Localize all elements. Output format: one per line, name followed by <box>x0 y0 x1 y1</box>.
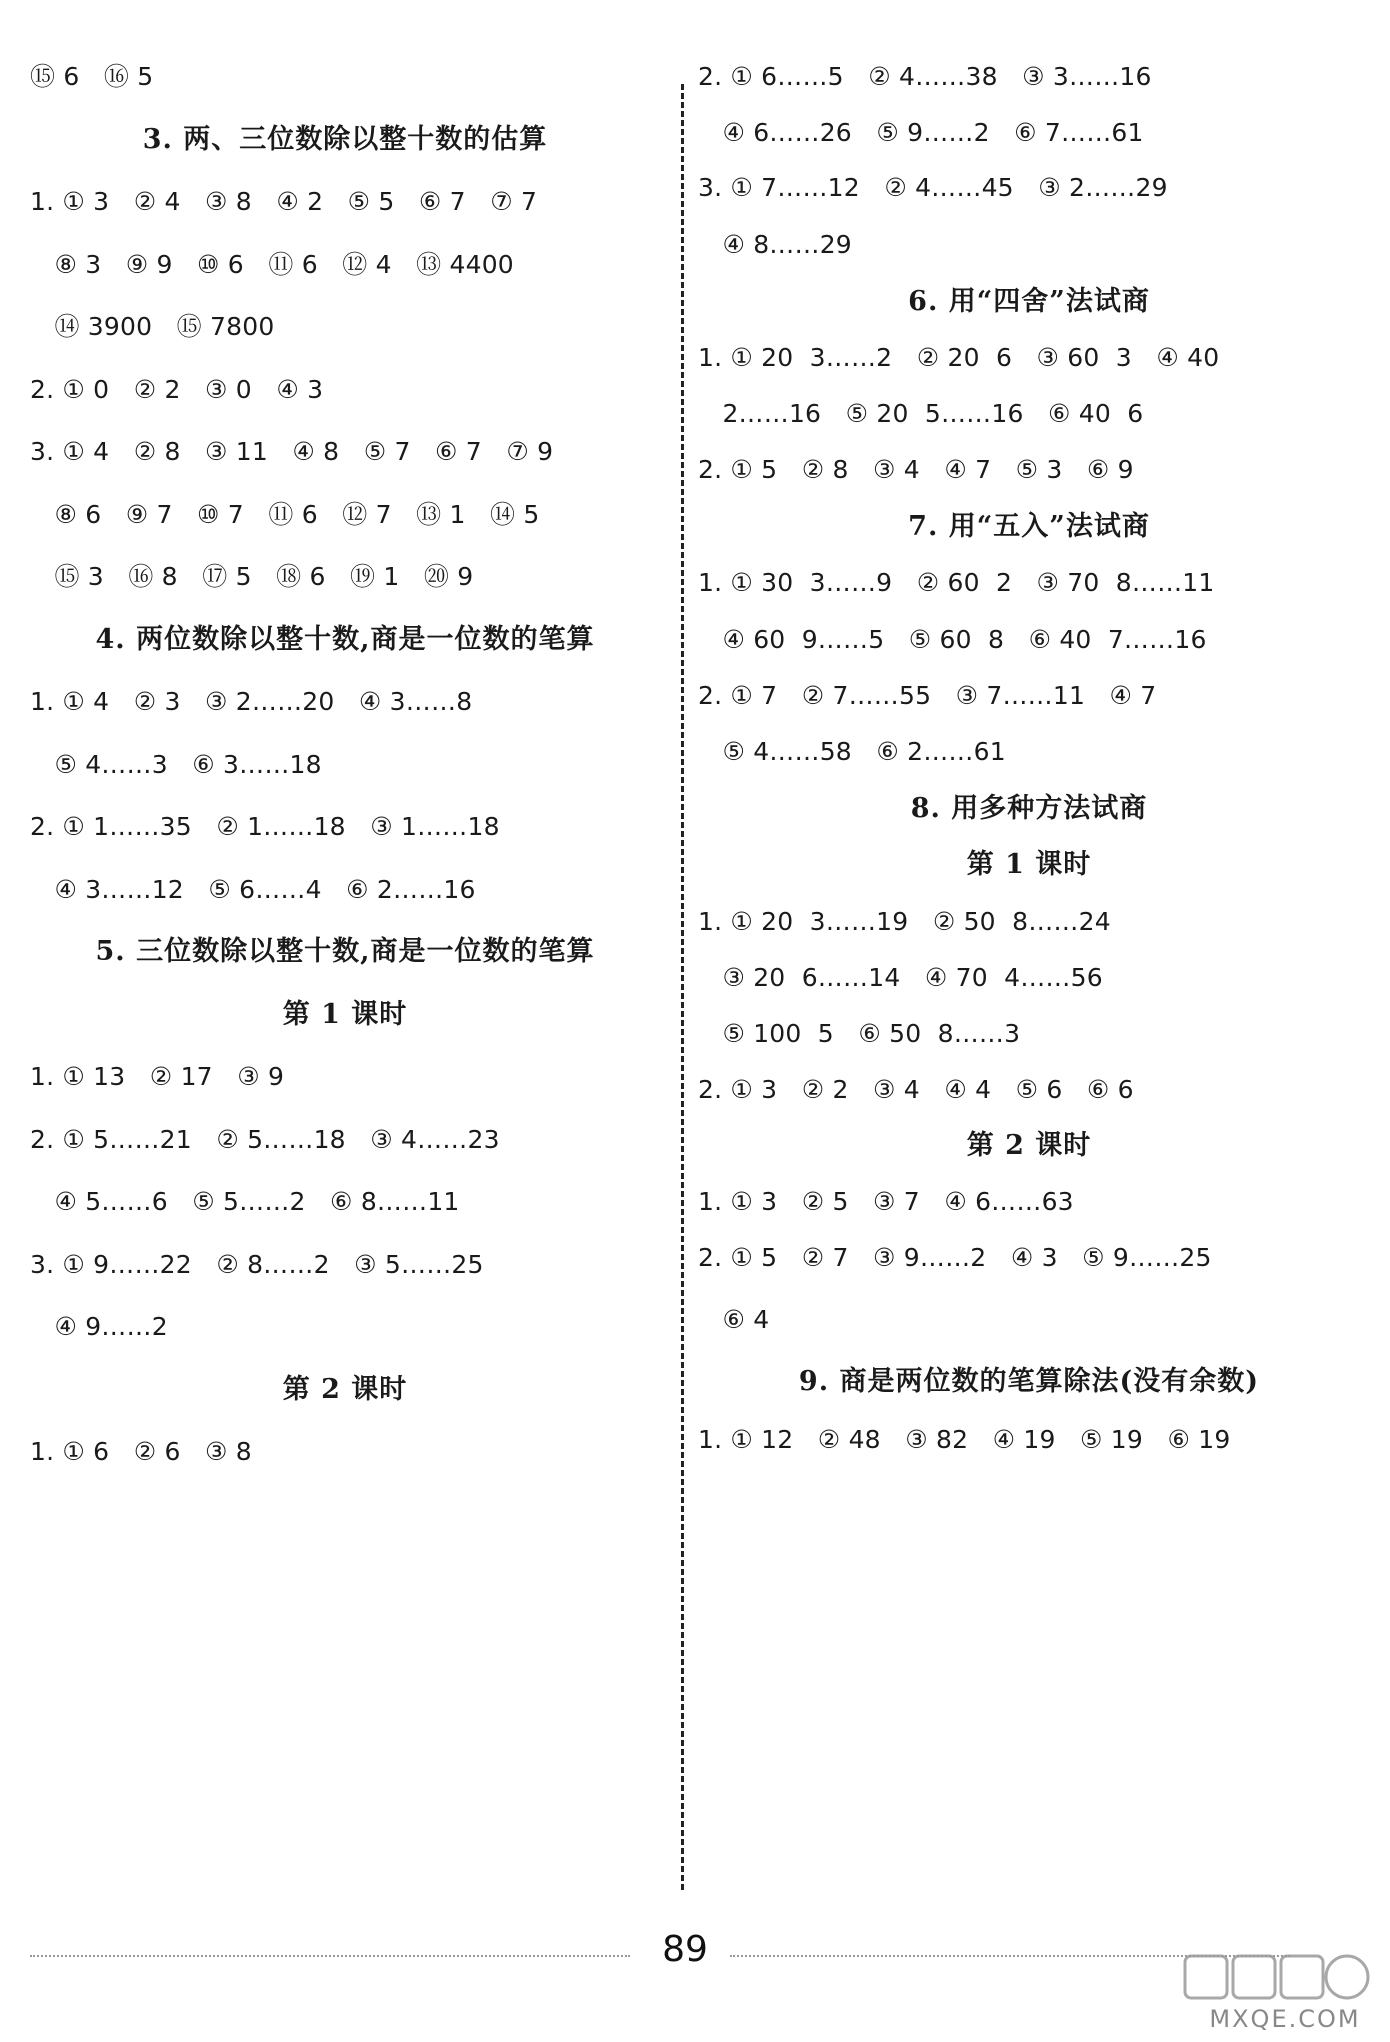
section-heading: 第 2 课时 <box>282 1374 408 1405</box>
answer-line: ④ 9……2 <box>30 1312 168 1341</box>
answer-line: ④ 5……6 ⑤ 5……2 ⑥ 8……11 <box>30 1187 460 1216</box>
answer-line: 2. ① 6……5 ② 4……38 ③ 3……16 <box>698 62 1152 91</box>
answer-line: 2. ① 7 ② 7……55 ③ 7……11 ④ 7 <box>698 681 1157 710</box>
section-heading: 5. 三位数除以整十数,商是一位数的笔算 <box>95 936 595 967</box>
answer-line: ⑤ 100 5 ⑥ 50 8……3 <box>698 1019 1021 1048</box>
section-heading: 9. 商是两位数的笔算除法(没有余数) <box>798 1366 1260 1397</box>
footer-rule <box>30 1955 630 1957</box>
answer-line: ④ 6……26 ⑤ 9……2 ⑥ 7……61 <box>698 118 1144 147</box>
answer-line: 1. ① 3 ② 5 ③ 7 ④ 6……63 <box>698 1187 1074 1216</box>
answer-line: 1. ① 3 ② 4 ③ 8 ④ 2 ⑤ 5 ⑥ 7 ⑦ 7 <box>30 187 538 216</box>
section-heading: 8. 用多种方法试商 <box>910 793 1148 824</box>
answer-line: ③ 20 6……14 ④ 70 4……56 <box>698 963 1103 992</box>
section-heading: 7. 用“五入”法试商 <box>908 511 1150 542</box>
answer-line: 1. ① 12 ② 48 ③ 82 ④ 19 ⑤ 19 ⑥ 19 <box>698 1425 1231 1454</box>
section-heading: 第 1 课时 <box>282 999 408 1030</box>
answer-line: 1. ① 30 3……9 ② 60 2 ③ 70 8……11 <box>698 568 1215 597</box>
answer-line: 1. ① 6 ② 6 ③ 8 <box>30 1437 252 1466</box>
answer-line: 3. ① 9……22 ② 8……2 ③ 5……25 <box>30 1250 484 1279</box>
answer-line: 3. ① 7……12 ② 4……45 ③ 2……29 <box>698 173 1168 202</box>
section-heading: 第 1 课时 <box>966 849 1092 880</box>
answer-line: 1. ① 4 ② 3 ③ 2……20 ④ 3……8 <box>30 687 473 716</box>
answer-line: 2……16 ⑤ 20 5……16 ⑥ 40 6 <box>698 399 1144 428</box>
section-heading: 6. 用“四舍”法试商 <box>908 286 1150 317</box>
answer-line: ④ 3……12 ⑤ 6……4 ⑥ 2……16 <box>30 875 476 904</box>
answer-line: 2. ① 1……35 ② 1……18 ③ 1……18 <box>30 812 500 841</box>
answer-line: 2. ① 3 ② 2 ③ 4 ④ 4 ⑤ 6 ⑥ 6 <box>698 1075 1134 1104</box>
answer-line: ⑭ 3900 ⑮ 7800 <box>30 312 275 341</box>
answer-line: 2. ① 5 ② 8 ③ 4 ④ 7 ⑤ 3 ⑥ 9 <box>698 455 1134 484</box>
section-heading: 第 2 课时 <box>966 1130 1092 1161</box>
answer-line: ⑮ 3 ⑯ 8 ⑰ 5 ⑱ 6 ⑲ 1 ⑳ 9 <box>30 562 474 591</box>
section-heading: 4. 两位数除以整十数,商是一位数的笔算 <box>95 624 595 655</box>
answer-line: ⑥ 4 <box>698 1305 770 1334</box>
answer-line: 1. ① 20 3……2 ② 20 6 ③ 60 3 ④ 40 <box>698 343 1220 372</box>
watermark-text: MXQE.COM <box>1209 2005 1361 2033</box>
answer-line: ⑤ 4……3 ⑥ 3……18 <box>30 750 322 779</box>
answer-line: 1. ① 20 3……19 ② 50 8……24 <box>698 907 1111 936</box>
answer-line: 3. ① 4 ② 8 ③ 11 ④ 8 ⑤ 7 ⑥ 7 ⑦ 9 <box>30 437 554 466</box>
answer-line: ⑤ 4……58 ⑥ 2……61 <box>698 737 1006 766</box>
answer-line: 1. ① 13 ② 17 ③ 9 <box>30 1062 285 1091</box>
answer-line: 2. ① 5……21 ② 5……18 ③ 4……23 <box>30 1125 500 1154</box>
answer-line: 2. ① 5 ② 7 ③ 9……2 ④ 3 ⑤ 9……25 <box>698 1243 1212 1272</box>
answer-line: ⑧ 6 ⑨ 7 ⑩ 7 ⑪ 6 ⑫ 7 ⑬ 1 ⑭ 5 <box>30 500 540 529</box>
answer-line: 2. ① 0 ② 2 ③ 0 ④ 3 <box>30 375 324 404</box>
answer-line: ⑧ 3 ⑨ 9 ⑩ 6 ⑪ 6 ⑫ 4 ⑬ 4400 <box>30 250 514 279</box>
column-divider <box>681 84 684 1890</box>
section-heading: 3. 两、三位数除以整十数的估算 <box>142 124 548 155</box>
answer-line: ④ 60 9……5 ⑤ 60 8 ⑥ 40 7……16 <box>698 625 1207 654</box>
page-number: 89 <box>662 1929 708 1970</box>
answer-line: ⑮ 6 ⑯ 5 <box>30 62 154 91</box>
answer-line: ④ 8……29 <box>698 230 852 259</box>
